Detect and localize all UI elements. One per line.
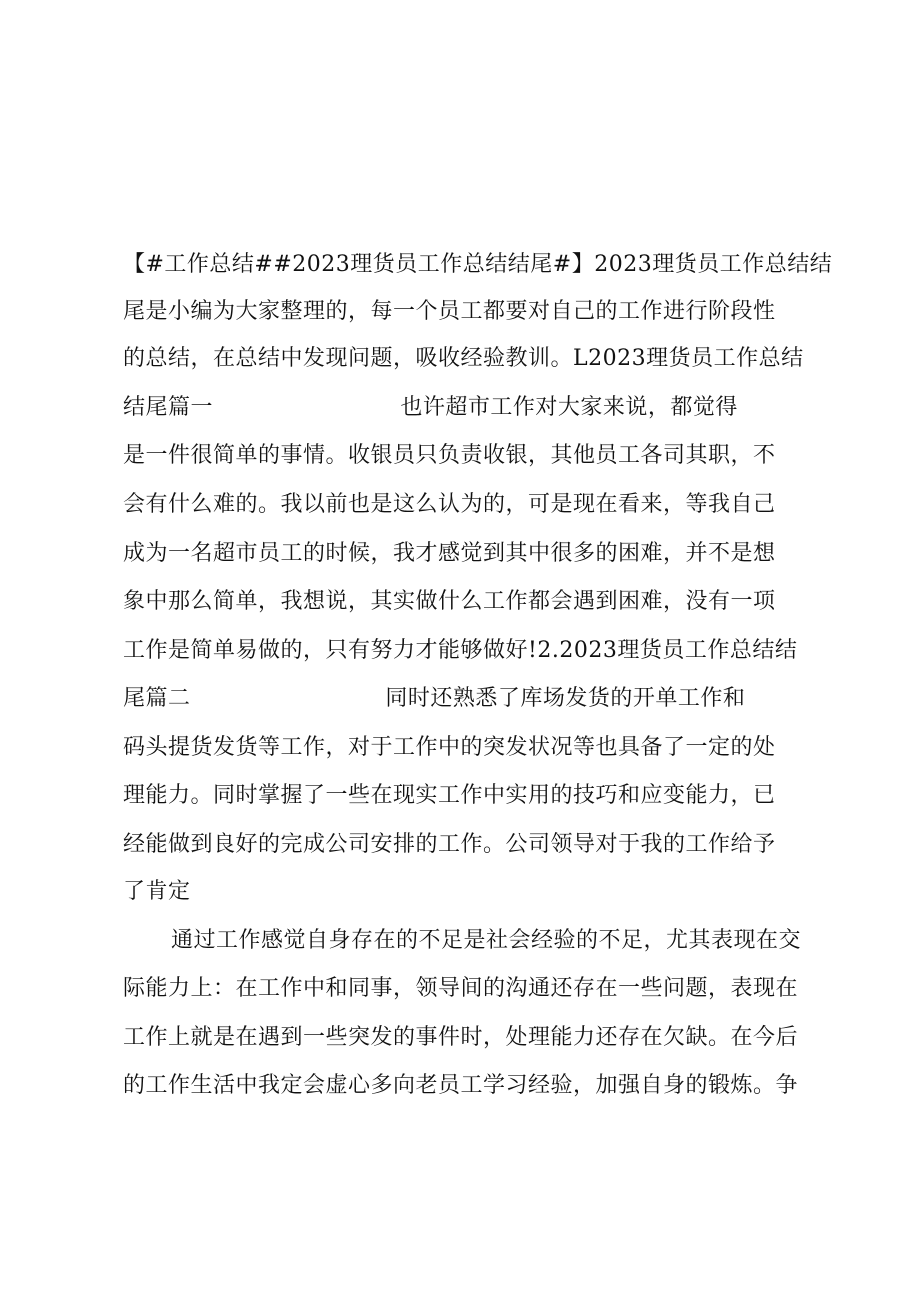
- text-line: 通过工作感觉自身存在的不足是社会经验的不足，尤其表现在交: [171, 928, 802, 953]
- text-line: 的工作生活中我定会虚心多向老员工学习经验，加强自身的锻炼。争: [123, 1073, 799, 1098]
- text-line: 理能力。同时掌握了一些在现实工作中实用的技巧和应变能力，已: [123, 783, 776, 808]
- text-line: 尾是小编为大家整理的，每一个员工都要对自己的工作进行阶段性: [123, 299, 776, 324]
- text-line: 是一件很简单的事情。收银员只负责收银，其他员工各司其职，不: [123, 443, 776, 468]
- text-line: 【#工作总结##2023理货员工作总结结尾#】2023理货员工作总结结: [123, 252, 833, 277]
- text-line: 经能做到良好的完成公司安排的工作。公司领导对于我的工作给予: [123, 832, 776, 857]
- text-line: 码头提货发货等工作，对于工作中的突发状况等也具备了一定的处: [123, 735, 776, 760]
- text-line: 的总结，在总结中发现问题，吸收经验教训。L2023理货员工作总结: [123, 346, 804, 371]
- text-line: 工作是简单易做的，只有努力才能够做好!2.2023理货员工作总结结: [123, 638, 798, 663]
- text-line: 际能力上：在工作中和同事，领导间的沟通还存在一些问题，表现在: [123, 976, 799, 1001]
- text-line: 结尾篇一 也许超市工作对大家来说，都觉得: [123, 395, 738, 420]
- text-line: 会有什么难的。我以前也是这么认为的，可是现在看来，等我自己: [123, 492, 776, 517]
- text-line: 象中那么简单，我想说，其实做什么工作都会遇到困难，没有一项: [123, 589, 776, 614]
- text-line: 尾篇二 同时还熟悉了库场发货的开单工作和: [123, 686, 746, 711]
- text-line: 工作上就是在遇到一些突发的事件时，处理能力还存在欠缺。在今后: [123, 1025, 799, 1050]
- text-line: 了肯定: [123, 879, 191, 904]
- text-line: 成为一名超市员工的时候，我才感觉到其中很多的困难，并不是想: [123, 541, 776, 566]
